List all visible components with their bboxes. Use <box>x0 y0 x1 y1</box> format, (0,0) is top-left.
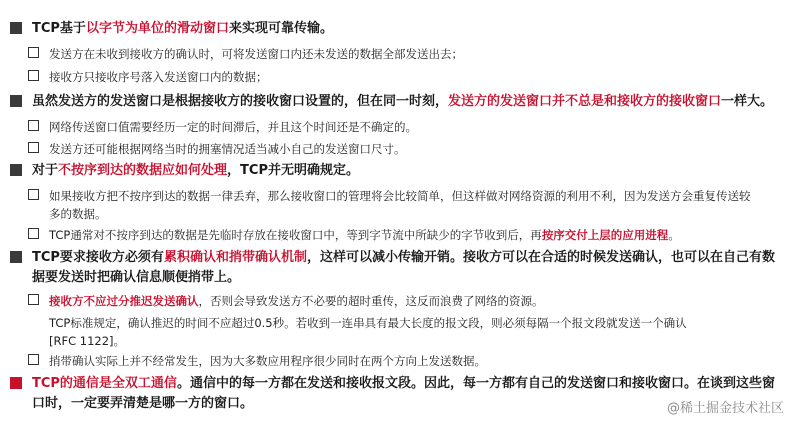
checkbox-item <box>28 187 751 223</box>
checkbox-item <box>28 352 486 370</box>
square-bullet-icon <box>10 164 22 176</box>
checkbox-item <box>28 68 268 86</box>
text: 。通信中的每一方都在发送和接收报文段。因此，每一方都有自己的发送窗口和接收窗口。在谈到这些窗 <box>176 376 775 391</box>
sub-text: 发送方在未收到接收方的确认时，可将发送窗口内还未发送的数据全部发送出去； <box>49 47 463 61</box>
highlight-text: 按序交付上层的应用进程 <box>541 228 669 242</box>
text: 来实现可靠传输。 <box>228 21 333 36</box>
note-text <box>49 314 687 350</box>
text: TCP要求接收方必须有 <box>32 250 164 265</box>
text: 。 <box>668 228 680 242</box>
text: TCP基于 <box>32 21 86 36</box>
square-bullet-icon <box>10 95 22 107</box>
sub-text-line: 多的数据。 <box>49 207 107 221</box>
text: TCP通常对不按序到达的数据是先临时存放在接收窗口中，等到字节流中所缺少的字节收到后，再 <box>49 228 542 242</box>
highlight-text: 累积确认和捎带确认机制 <box>163 250 307 265</box>
checkbox-item <box>28 45 463 63</box>
text-line: 口时，一定要弄清楚是哪一方的窗口。 <box>32 396 254 411</box>
square-bullet-icon <box>10 377 22 389</box>
text: ，这样可以减小传输开销。接收方可以在合适的时候发送确认，也可以在自己有数 <box>306 250 775 265</box>
highlight-text: 不按序到达的数据应如何处理 <box>58 163 228 178</box>
sub-text: 捎带确认实际上并不经常发生，因为大多数应用程序很少同时在两个方向上发送数据。 <box>49 354 486 368</box>
sub-text-line: 如果接收方把不按序到达的数据一律丢弃，那么接收窗口的管理将会比较简单，但这样做对网络资源的利用不利，因为发送方会重复传送较 <box>49 189 751 203</box>
checkbox-item <box>28 118 417 136</box>
bullet-item-2 <box>10 92 773 112</box>
checkbox-icon <box>28 142 39 153</box>
checkbox-icon <box>28 47 39 58</box>
text: 一样大。 <box>721 94 774 109</box>
highlight-text: 以字节为单位的滑动窗口 <box>85 21 229 36</box>
bullet-item-4 <box>10 248 775 288</box>
checkbox-icon <box>28 189 39 200</box>
text-line: 据要发送时把确认信息顺便捎带上。 <box>32 270 241 285</box>
text: 虽然发送方的发送窗口是根据接收方的接收窗口设置的，但在同一时刻， <box>32 94 449 109</box>
highlight-text: TCP的通信是全双工通信 <box>32 376 177 391</box>
square-bullet-icon <box>10 22 22 34</box>
note-line: TCP标准规定，确认推迟的时间不应超过0.5秒。若收到一连串具有最大长度的报文段，则必须每隔一个报文段就发送一个确认 <box>49 316 687 330</box>
note-line: [RFC 1122]。 <box>49 334 126 348</box>
sub-text: 接收方只接收序号落入发送窗口内的数据； <box>49 70 268 84</box>
sub-text: 发送方还可能根据网络当时的拥塞情况适当减小自己的发送窗口尺寸。 <box>49 142 406 156</box>
checkbox-item <box>28 140 406 158</box>
watermark: @稀土掘金技术社区 <box>666 401 784 416</box>
square-bullet-icon <box>10 251 22 263</box>
checkbox-icon <box>28 228 39 239</box>
checkbox-icon <box>28 294 39 305</box>
checkbox-icon <box>28 70 39 81</box>
sub-text: 网络传送窗口值需要经历一定的时间滞后，并且这个时间还是不确定的。 <box>49 120 417 134</box>
highlight-text: 接收方不应过分推迟发送确认 <box>49 294 199 308</box>
checkbox-icon <box>28 120 39 131</box>
text: 对于 <box>32 163 59 178</box>
bullet-item-1 <box>10 19 333 39</box>
checkbox-item <box>28 226 680 244</box>
checkbox-item <box>28 292 544 310</box>
text: ，否则会导致发送方不必要的超时重传，这反而浪费了网络的资源。 <box>198 294 544 308</box>
checkbox-icon <box>28 354 39 365</box>
text: ，TCP并无明确规定。 <box>227 163 359 178</box>
highlight-text: 发送方的发送窗口并不总是和接收方的接收窗口 <box>448 94 722 109</box>
bullet-item-3 <box>10 161 359 181</box>
bullet-item-5 <box>10 374 775 414</box>
